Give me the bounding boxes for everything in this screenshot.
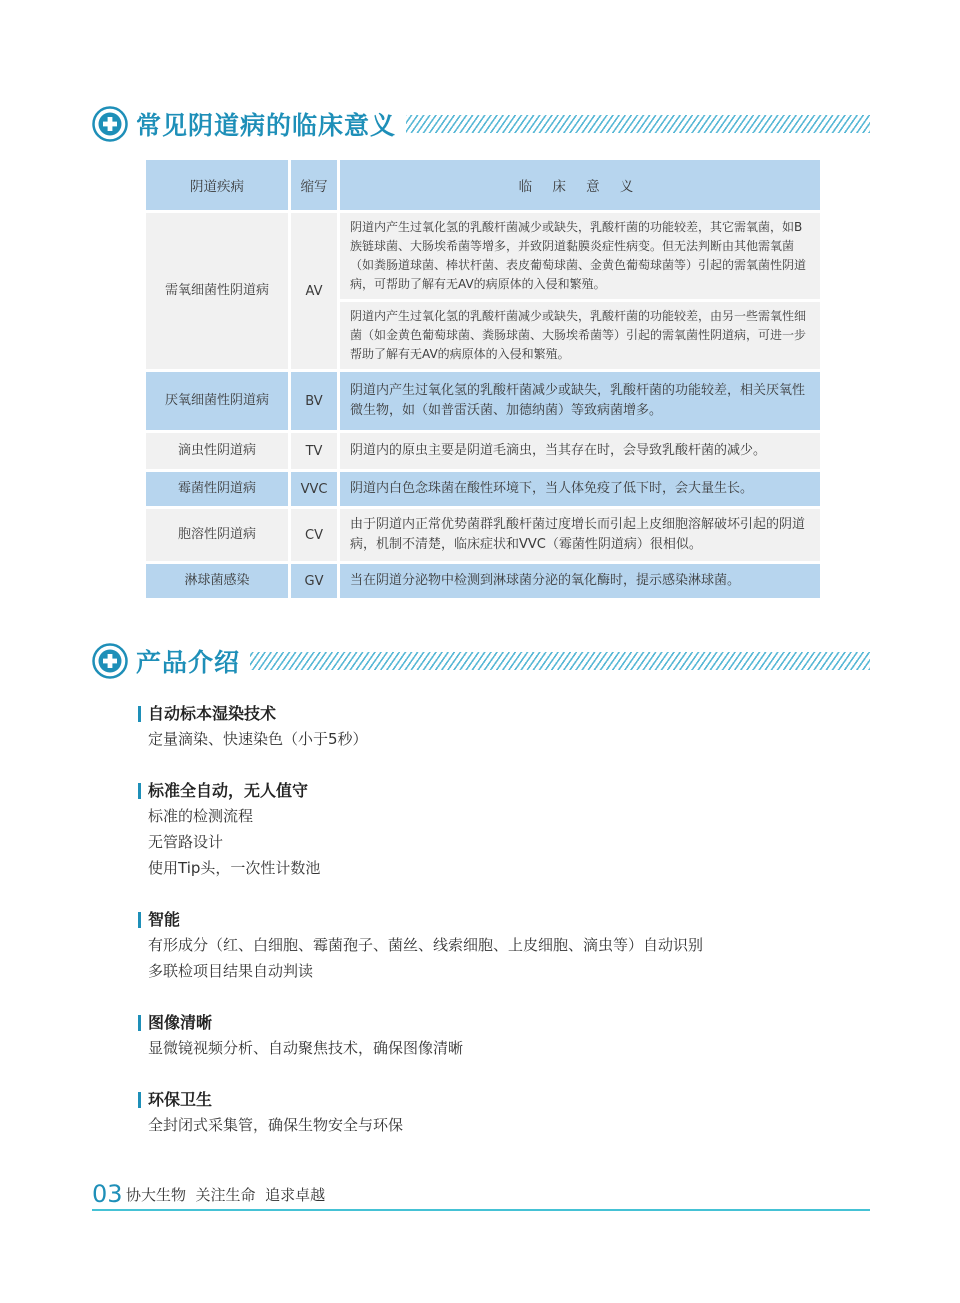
feature-line: 标准的检测流程 <box>148 807 254 825</box>
feature-title: 图像清晰 <box>138 1011 463 1035</box>
meaning-cell: 阴道内的原虫主要是阴道毛滴虫，当其存在时，会导致乳酸杆菌的减少。 <box>340 433 820 469</box>
feature-block <box>138 702 368 752</box>
meaning-cell: 阴道内产生过氧化氢的乳酸杆菌减少或缺失，乳酸杆菌的功能较差，由另一些需氧性细菌（如金黄色葡萄球菌、粪肠球菌、大肠埃希菌等）引起的需氧菌性阴道病，可进一步帮助了解有无AV的病原体的入侵和繁殖。 <box>340 302 820 369</box>
feature-block <box>138 1088 403 1138</box>
hatch-decoration <box>406 115 870 133</box>
meaning-cell: 当在阴道分泌物中检测到淋球菌分泌的氧化酶时，提示感染淋球菌。 <box>340 564 820 598</box>
feature-line: 定量滴染、快速染色（小于5秒） <box>148 730 368 748</box>
abbr-cell: VVC <box>291 472 337 506</box>
column-header: 临 床 意 义 <box>340 160 820 210</box>
footer-rule <box>92 1209 870 1211</box>
abbr-cell: CV <box>291 509 337 561</box>
page-number: 03 <box>92 1180 123 1208</box>
meaning-cell: 阴道内产生过氧化氢的乳酸杆菌减少或缺失，乳酸杆菌的功能较差，相关厌氧性微生物，如（如普雷沃菌、加德纳菌）等致病菌增多。 <box>340 372 820 430</box>
disease-cell: 淋球菌感染 <box>146 564 288 598</box>
table-row <box>146 433 820 469</box>
feature-line: 使用Tip头，一次性计数池 <box>148 859 321 877</box>
feature-line: 多联检项目结果自动判读 <box>148 962 314 980</box>
abbr-cell: TV <box>291 433 337 469</box>
disease-cell: 厌氧细菌性阴道病 <box>146 372 288 430</box>
table-row <box>146 372 820 430</box>
table-row <box>146 564 820 598</box>
clinical-section-heading <box>92 104 870 144</box>
hatch-decoration <box>250 652 870 670</box>
abbr-cell: AV <box>291 213 337 369</box>
plus-cross-badge-icon <box>92 106 128 142</box>
feature-block <box>138 779 320 881</box>
section-title: 产品介绍 <box>136 648 241 677</box>
feature-title: 标准全自动，无人值守 <box>138 779 320 803</box>
plus-cross-badge-icon <box>92 643 128 679</box>
feature-line: 显微镜视频分析、自动聚焦技术，确保图像清晰 <box>148 1039 464 1057</box>
disease-cell: 霉菌性阴道病 <box>146 472 288 506</box>
feature-title: 自动标本湿染技术 <box>138 702 368 726</box>
feature-line: 全封闭式采集管，确保生物安全与环保 <box>148 1116 404 1134</box>
disease-cell: 滴虫性阴道病 <box>146 433 288 469</box>
clinical-significance-table <box>143 157 823 601</box>
feature-title: 环保卫生 <box>138 1088 403 1112</box>
feature-line: 有形成分（红、白细胞、霉菌孢子、菌丝、线索细胞、上皮细胞、滴虫等）自动识别 <box>148 936 704 954</box>
column-header: 缩写 <box>291 160 337 210</box>
section-title: 常见阴道病的临床意义 <box>136 111 397 140</box>
meaning-cell: 由于阴道内正常优势菌群乳酸杆菌过度增长而引起上皮细胞溶解破坏引起的阴道病，机制不清楚，临床症状和VVC（霉菌性阴道病）很相似。 <box>340 509 820 561</box>
table-header-row <box>146 160 820 210</box>
feature-title: 智能 <box>138 908 703 932</box>
table-row <box>146 472 820 506</box>
meaning-cell: 阴道内白色念珠菌在酸性环境下，当人体免疫了低下时，会大量生长。 <box>340 472 820 506</box>
disease-cell: 胞溶性阴道病 <box>146 509 288 561</box>
column-header: 阴道疾病 <box>146 160 288 210</box>
product-section-heading <box>92 641 870 681</box>
footer-slogan: 协大生物 关注生命 追求卓越 <box>126 1186 326 1204</box>
feature-block <box>138 1011 463 1061</box>
abbr-cell: BV <box>291 372 337 430</box>
table-row <box>146 509 820 561</box>
table-row <box>146 213 820 299</box>
page-footer <box>92 1180 870 1210</box>
abbr-cell: GV <box>291 564 337 598</box>
feature-line: 无管路设计 <box>148 833 224 851</box>
meaning-cell: 阴道内产生过氧化氢的乳酸杆菌减少或缺失，乳酸杆菌的功能较差，其它需氧菌，如B族链球菌、大肠埃希菌等增多，并致阴道黏膜炎症性病变。但无法判断由其他需氧菌（如粪肠道球菌、棒状杆菌、表皮葡萄球菌、金黄色葡萄球菌等）引起的需氧菌性阴道病，可帮助了解有无AV的病原体的入侵和繁殖。 <box>340 213 820 299</box>
feature-block <box>138 908 703 984</box>
disease-cell: 需氧细菌性阴道病 <box>146 213 288 369</box>
